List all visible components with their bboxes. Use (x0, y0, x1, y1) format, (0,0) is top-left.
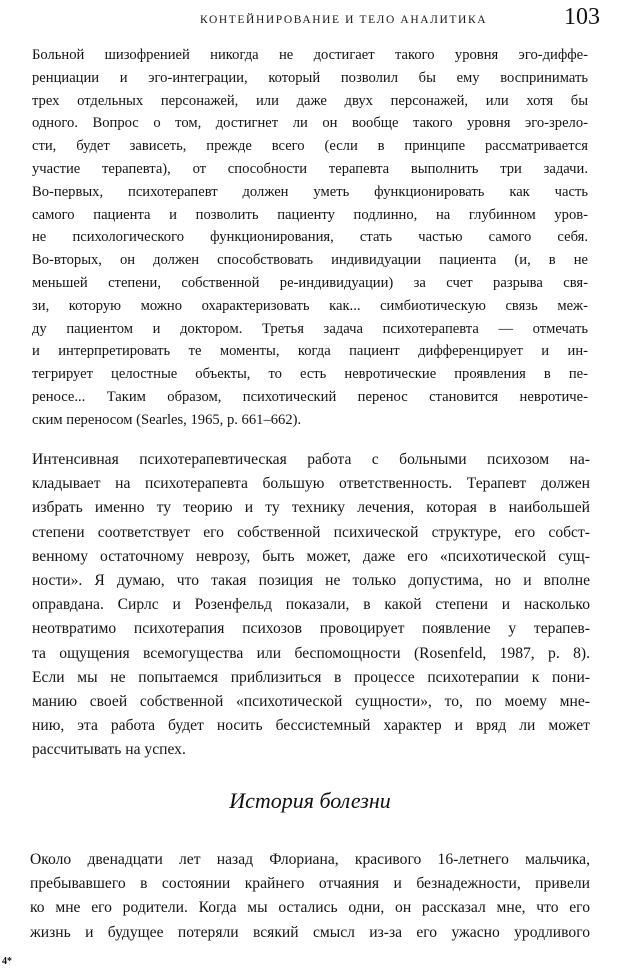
quote-line: самого пациента и позволить пациенту подлинно, на глубинном уров- (32, 206, 588, 223)
paragraph-line: ности». Я думаю, что такая позиция не только допустима, но и вполне (32, 572, 590, 590)
quote-line: тегрирует целостные объекты, то есть невротические проявления в пе- (32, 366, 588, 383)
quote-line: ренциации и эго-интеграции, который позволил бы ему воспринимать (32, 69, 588, 86)
paragraph-line: Около двенадцати лет назад Флориана, красивого 16-летнего мальчика, (30, 851, 590, 868)
quote-line: зи, которую можно охарактеризовать как... симбиотическую связь меж- (32, 297, 588, 314)
quote-line: реносе... Таким образом, психотический перенос становится невротиче- (32, 388, 588, 405)
paragraph-line: пребывавшего в состоянии крайнего отчаяния и безнадежности, привели (30, 875, 590, 893)
body-paragraph-case-history (30, 848, 590, 945)
paragraph-line: степени соответствует его собственной психической структуре, его собст- (32, 523, 590, 541)
paragraph-line: манию своей собственной «психотической сущности», то, по моему мне- (32, 693, 590, 711)
paragraph-line: кладывает на психотерапевта большую ответственность. Терапевт должен (32, 475, 590, 493)
paragraph-line: Если мы не попытаемся приблизиться в процессе психотерапии к пони- (32, 668, 590, 686)
quote-line: сти, будет зависеть, прежде всего (если в принципе рассматривается (32, 138, 588, 155)
quote-line: и интерпретировать те моменты, когда пациент дифференцирует и ин- (32, 343, 588, 360)
paragraph-line: Интенсивная психотерапевтическая работа с больными психозом на- (32, 451, 590, 468)
paragraph-line: нию, эта работа будет носить бессистемный характер и вряд ли может (32, 717, 590, 735)
body-paragraph-responsibility (32, 448, 590, 763)
section-heading: История болезни (229, 788, 391, 813)
quote-line: меньшей степени, собственной ре-индивидуации) за счет разрыва свя- (32, 274, 588, 291)
quote-line: участие терапевта), от способности терапевта выполнить три задачи. (32, 160, 588, 177)
quote-line: трех отдельных персонажей, или даже двух персонажей, или хотя бы (32, 92, 588, 109)
quote-line: ду пациентом и доктором. Третья задача психотерапевта — отмечать (32, 320, 588, 337)
paragraph-line: рассчитывать на успех. (32, 741, 186, 759)
paragraph-line: ко мне его родители. Когда мы остались одни, он рассказал мне, что его (30, 899, 590, 917)
paragraph-line: та ощущения всемогущества или беспомощности (Rosenfeld, 1987, p. 8). (32, 644, 590, 662)
signature-mark: 4* (2, 956, 12, 967)
running-title: КОНТЕЙНИРОВАНИЕ И ТЕЛО АНАЛИТИКА (200, 14, 488, 26)
quote-line: не психологического функционирования, стать частью самого себя. (32, 229, 588, 246)
page-number: 103 (564, 4, 600, 30)
paragraph-line: жизнь и будущее потеряли всякий смысл из-за его ужасно уродливого (30, 923, 590, 941)
quote-line: ским переносом (Searles, 1965, p. 661–662). (32, 411, 302, 428)
quote-line: одного. Вопрос о том, достигнет ли он вообще такого уровня эго-зрело- (32, 115, 588, 132)
paragraph-line: неотвратимо психотерапия психозов провоцирует появление у терапев- (32, 620, 590, 638)
quote-line: Во-первых, психотерапевт должен уметь функционировать как часть (32, 183, 588, 200)
paragraph-line: оправдана. Сирлс и Розенфельд показали, в какой степени и насколько (32, 596, 590, 614)
paragraph-line: избрать именно ту теорию и ту технику лечения, которая в наибольшей (32, 499, 590, 517)
quote-line: Во-вторых, он должен способствовать индивидуации пациента (и, в не (32, 252, 588, 269)
running-header (200, 4, 600, 30)
paragraph-line: венному остаточному неврозу, быть может, даже его «психотической сущ- (32, 547, 590, 565)
quote-line: Больной шизофренией никогда не достигает такого уровня эго-диффе- (32, 47, 588, 63)
block-quote (32, 44, 588, 432)
